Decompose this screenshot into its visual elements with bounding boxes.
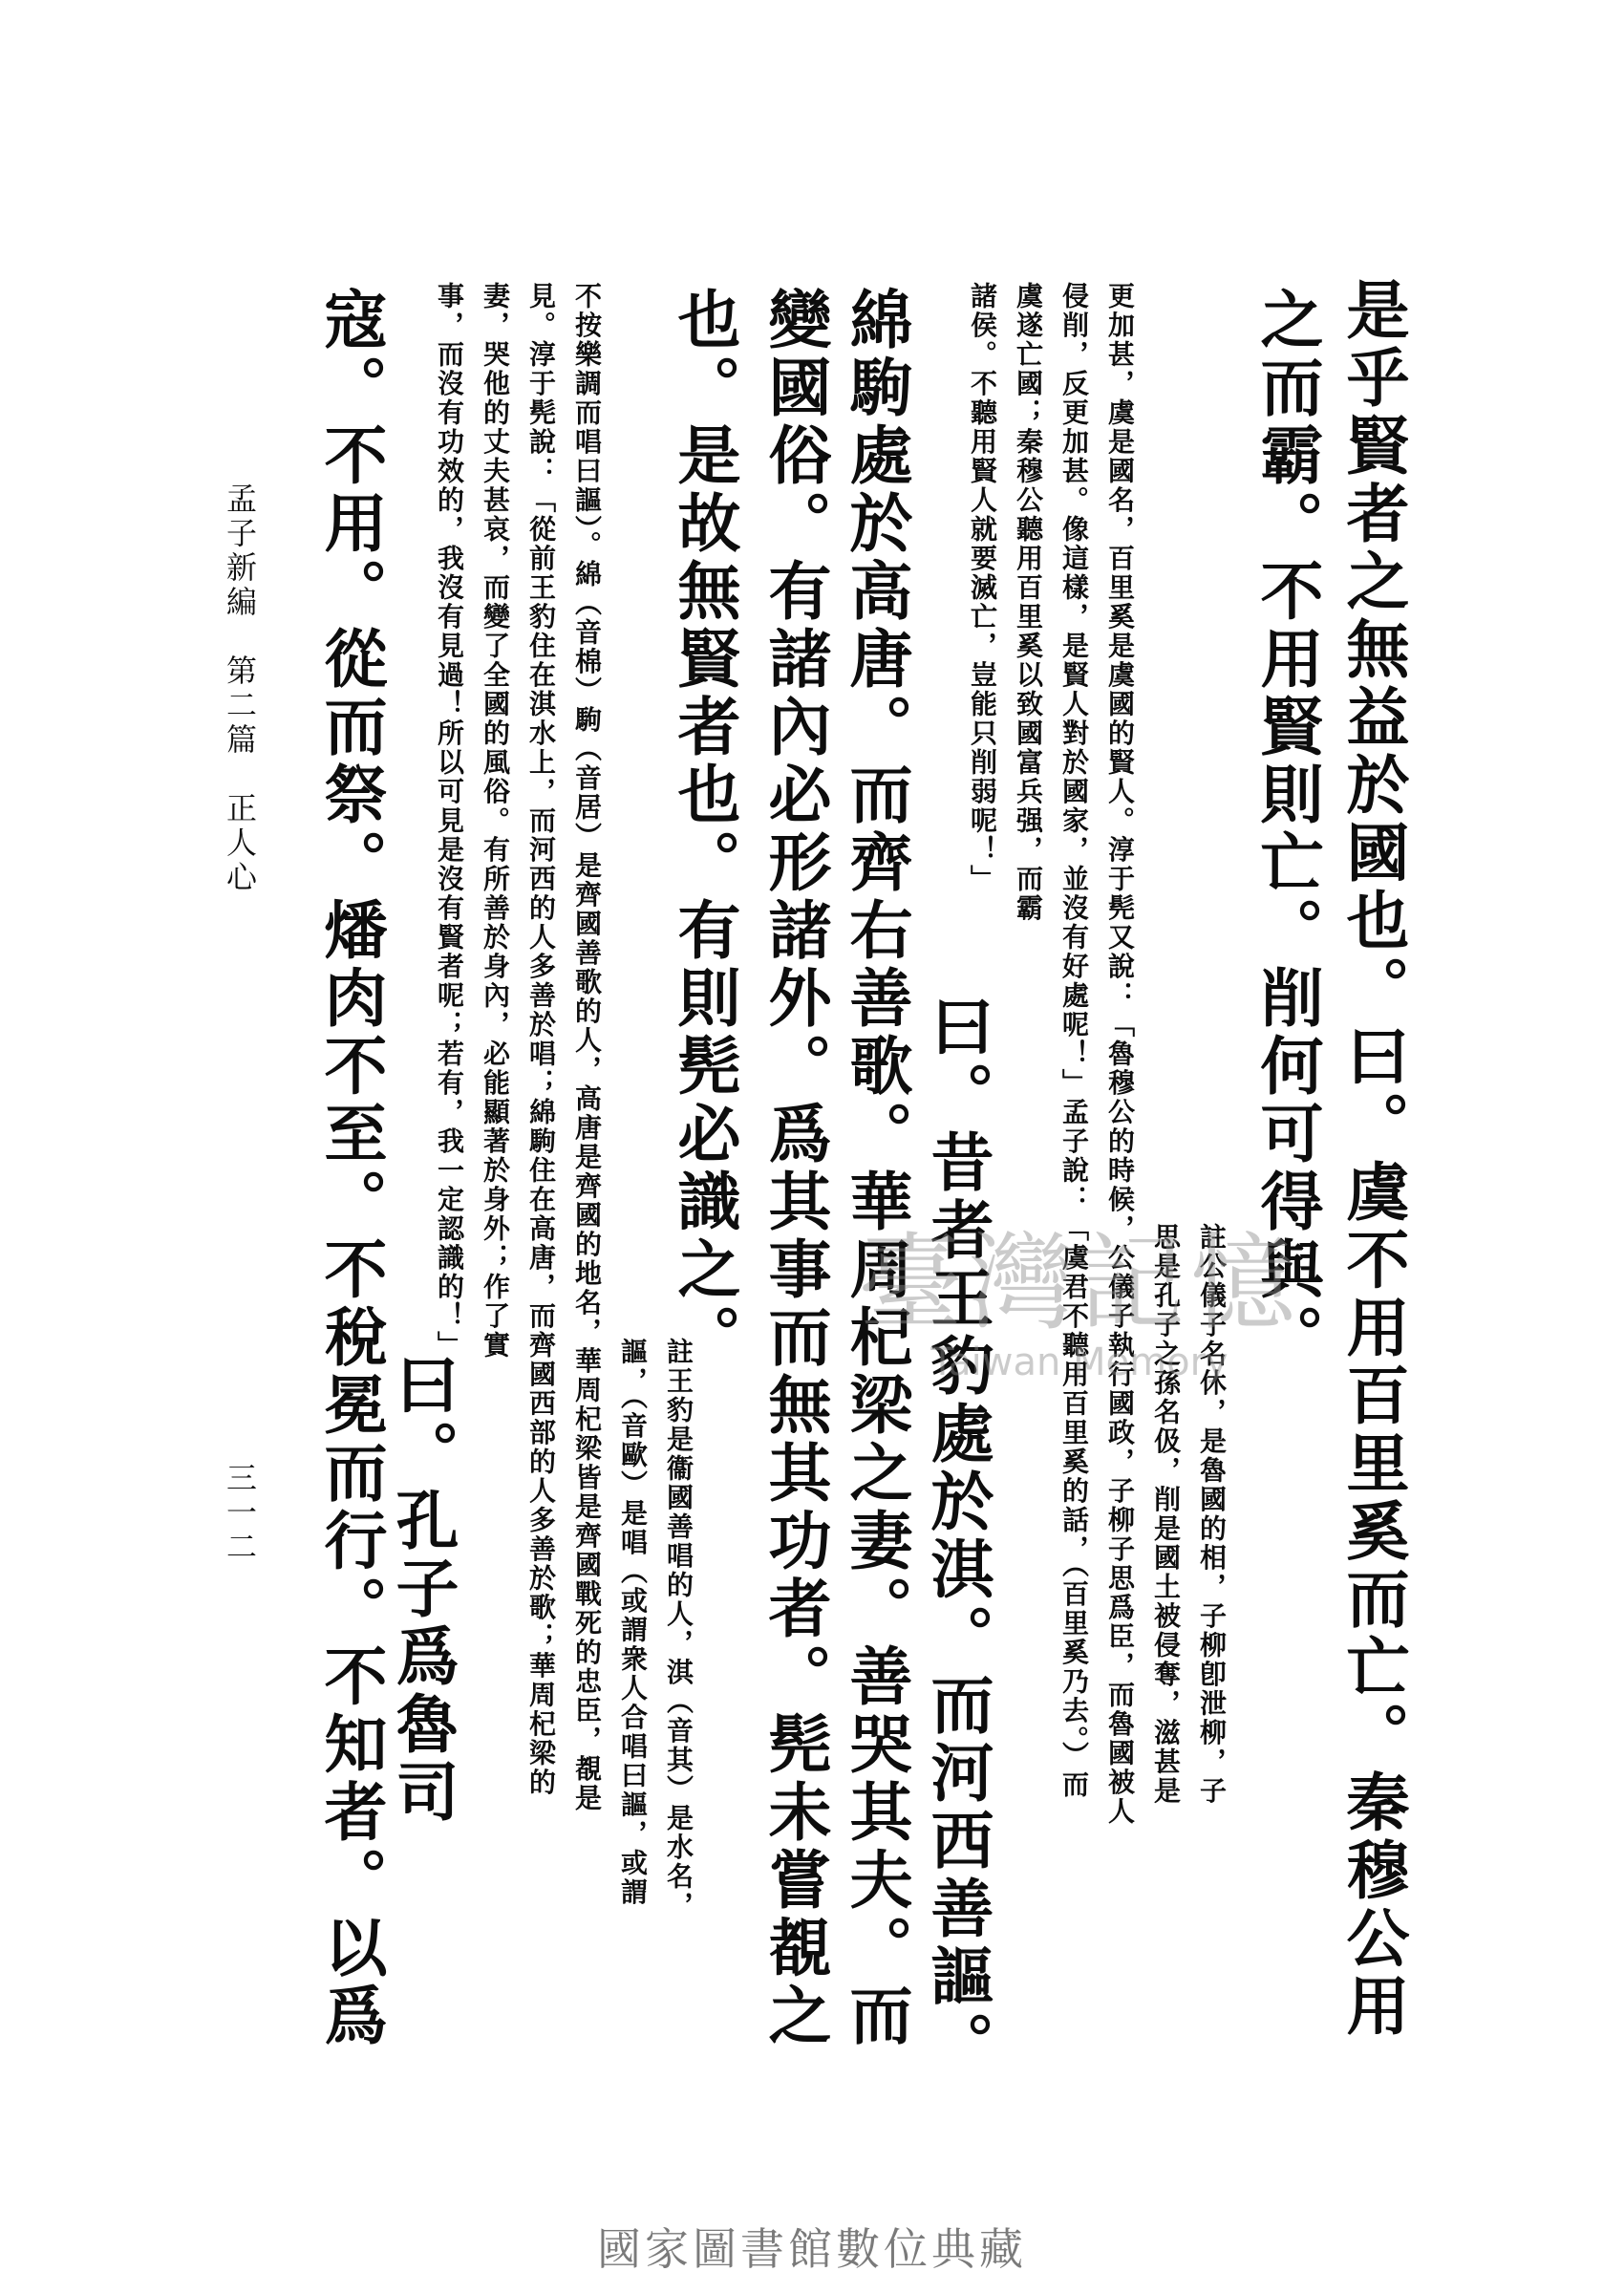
main-text-column-7-lower: 曰。孔子爲魯司 [385, 1352, 459, 1827]
watermark-text-cn: 臺灣記憶 [858, 1222, 1301, 1344]
main-text-column-8: 寇。不用。從而祭。燔肉不至。不稅冕而行。不知者。以爲 [313, 287, 388, 2050]
main-text-column-2: 之而霸。不用賢則亡。削何可得與。 [1250, 287, 1324, 1372]
annotation-column: 更加甚，虞是國名，百里奚是虞國的賢人。淳于髡又說：「魯穆公的時候，公儀子執行國政，子柳子思爲臣，而魯國被人 [1104, 282, 1136, 1827]
annotation-column: 虞遂亡國；秦穆公聽用百里奚以致國富兵强，而霸 [1013, 282, 1044, 923]
main-text-column-1: 是乎賢者之無益於國也。曰。虞不用百里奚而亡。秦穆公用 [1336, 277, 1410, 2041]
annotation-column: 妻，哭他的丈夫甚哀，而變了全國的風俗。有所善於身內，必能顯著於身外；作了實 [480, 282, 511, 1361]
annotation-column: 侵削，反更加甚。像這樣，是賢人對於國家，並沒有好處呢！」孟子說：「虞君不聽用百里奚的話，（百里奚乃去。）而 [1058, 282, 1090, 1800]
annotation-column: 思是孔子之孫名伋，削是國土被侵奪，滋甚是 [1150, 1223, 1182, 1806]
annotation-column: 諸侯。不聽用賢人就要滅亡，豈能只削弱呢！」 [967, 282, 998, 894]
watermark-text-en: Taiwan Memory [930, 1340, 1229, 1384]
main-text-column-3-lower: 曰。昔者王豹處於淇。而河西善謳。 [920, 994, 994, 2079]
watermark-logo [812, 1199, 1347, 1384]
main-text-column-6: 也。是故無賢者也。有則髡必識之。 [667, 287, 741, 1372]
annotation-column: 見。淳于髡說：「從前王豹住在淇水上，而河西的人多善於唱；綿駒住在高唐，而齊國西部的人多善於歌；華周杞梁的 [525, 282, 557, 1797]
running-footer-title: 孟子新編 第二篇 正人心 [222, 482, 258, 895]
annotation-column: 不按樂調而唱曰謳）。綿（音棉）駒（音居）是齊國善歌的人，高唐是齊國的地名，華周杞梁皆是齊國戰死的忠臣，覩是 [571, 282, 603, 1813]
page-number: 三一二 [222, 1462, 258, 1565]
main-text-column-5: 變國俗。有諸內必形諸外。爲其事而無其功者。髡未嘗覩之 [758, 287, 832, 2050]
annotation-column: 事，而沒有功效的，我沒有見過！所以可見是沒有賢者呢；若有，我一定認識的！」 [434, 282, 465, 1361]
annotation-column: 註王豹是衞國善唱的人，淇（音其）是水名， [663, 1338, 694, 1920]
annotation-column: 註公儀子名休，是魯國的相，子柳卽泄柳，子 [1196, 1223, 1228, 1806]
library-credit: 國家圖書館數位典藏 [597, 2223, 1027, 2275]
annotation-column: 謳，（音歐）是唱（或謂衆人合唱曰謳，或謂 [617, 1338, 649, 1907]
main-text-column-4: 綿駒處於高唐。而齊右善歌。華周杞梁之妻。善哭其夫。而 [839, 287, 913, 2050]
